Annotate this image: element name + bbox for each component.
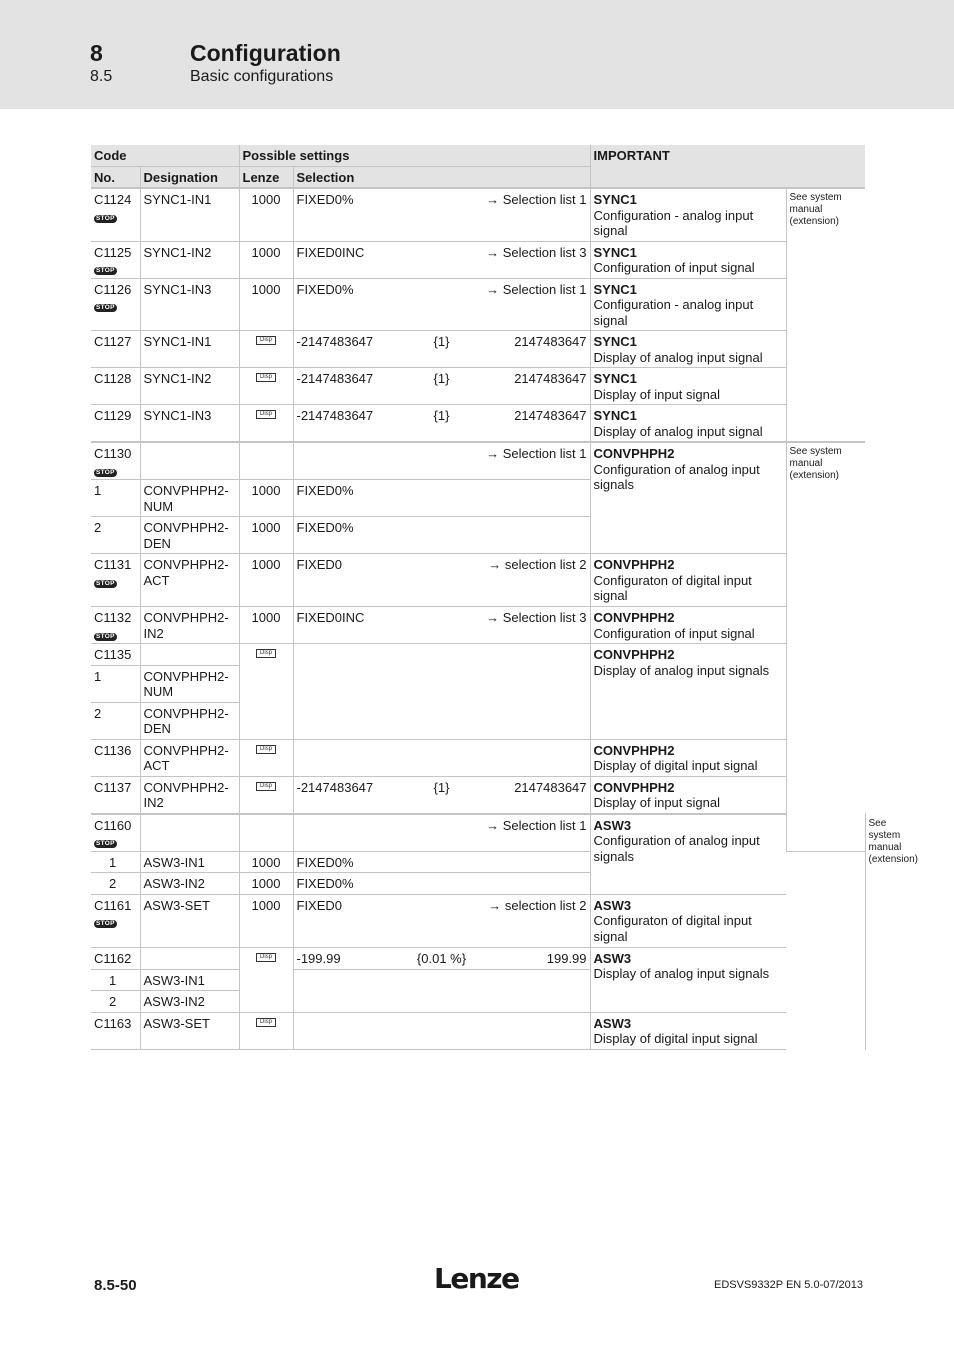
section-title: Basic configurations	[190, 68, 334, 85]
table-row	[91, 368, 865, 405]
code-cell: C1131	[94, 557, 132, 572]
designation-cell: ASW3-IN2	[140, 991, 239, 1013]
range-max: 2147483647	[514, 408, 587, 423]
code-cell: C1132	[94, 610, 132, 625]
lenze-cell: 1000	[239, 517, 293, 554]
table-row	[91, 241, 865, 278]
designation-cell: ASW3-IN1	[140, 851, 239, 873]
subcode-number: 1	[91, 480, 140, 517]
designation-cell: CONVPHPH2-ACT	[140, 739, 239, 776]
selection-list-link[interactable]: → Selection list 3	[486, 244, 587, 260]
selection-value: FIXED0%	[293, 873, 590, 895]
designation-cell: SYNC1-IN3	[140, 278, 239, 331]
selection-value: FIXED0%	[293, 480, 590, 517]
subcode-number: 1	[91, 851, 140, 873]
important-title: SYNC1	[593, 244, 637, 260]
subcode-number: 1	[91, 969, 140, 991]
table-row	[91, 1012, 865, 1049]
table-row	[91, 607, 865, 644]
code-cell: C1162	[91, 947, 140, 969]
section-number: 8.5	[90, 68, 113, 85]
important-title: ASW3	[593, 817, 632, 833]
selection-list-link[interactable]: → Selection list 1	[486, 817, 587, 833]
range-step: {1}	[433, 408, 450, 423]
table-row	[91, 776, 865, 814]
important-desc: Display of analog input signal	[593, 349, 763, 365]
important-desc: Display of analog input signals	[593, 966, 770, 981]
see-system-manual-note: See system manual (extension)	[786, 442, 865, 851]
important-title: SYNC1	[593, 408, 637, 423]
range-min: -2147483647	[296, 408, 374, 423]
disp-icon: Disp	[256, 745, 276, 754]
col-header-selection: Selection	[293, 166, 590, 188]
col-header-lenze: Lenze	[239, 166, 293, 188]
range-max: 199.99	[546, 950, 587, 966]
designation-cell: ASW3-IN1	[140, 969, 239, 991]
important-title: SYNC1	[593, 192, 637, 207]
col-header-no: No.	[91, 166, 140, 188]
selection-list-link[interactable]: → Selection list 1	[486, 281, 587, 297]
designation-cell: CONVPHPH2-DEN	[140, 517, 239, 554]
subcode-number: 1	[91, 665, 140, 702]
selection-value: FIXED0INC	[296, 244, 365, 260]
designation-cell: CONVPHPH2-IN2	[140, 607, 239, 644]
important-title: CONVPHPH2	[593, 647, 675, 662]
designation-cell: CONVPHPH2-ACT	[140, 554, 239, 607]
important-desc: Configuration - analog input signal	[593, 207, 754, 238]
range-min: -2147483647	[296, 779, 374, 795]
lenze-cell: 1000	[239, 607, 293, 644]
selection-list-link[interactable]: → Selection list 1	[486, 192, 587, 207]
important-desc: Display of digital input signal	[593, 758, 758, 773]
selection-list-link[interactable]: → selection list 2	[488, 897, 587, 913]
lenze-cell: 1000	[239, 480, 293, 517]
selection-value: FIXED0	[296, 897, 343, 913]
subcode-number: 2	[91, 991, 140, 1013]
code-cell: C1124	[94, 192, 132, 207]
page-header	[0, 0, 954, 109]
lenze-cell: 1000	[239, 873, 293, 895]
subcode-number: 2	[91, 702, 140, 739]
code-cell: C1161	[94, 897, 132, 913]
chapter-number: 8	[90, 40, 103, 66]
important-title: CONVPHPH2	[593, 779, 675, 795]
selection-list-link[interactable]: → Selection list 3	[486, 610, 587, 625]
lenze-cell: 1000	[239, 894, 293, 947]
disp-icon: Disp	[256, 782, 276, 791]
range-max: 2147483647	[514, 334, 587, 349]
important-title: ASW3	[593, 897, 632, 913]
code-cell: C1128	[91, 368, 140, 405]
selection-value: FIXED0%	[293, 517, 590, 554]
designation-cell: SYNC1-IN2	[140, 241, 239, 278]
disp-icon: Disp	[256, 373, 276, 382]
stop-icon: STOP	[96, 840, 115, 847]
designation-cell: ASW3-SET	[140, 1012, 239, 1049]
important-desc: Configuraton of digital input signal	[593, 572, 752, 603]
important-title: CONVPHPH2	[593, 557, 675, 572]
range-min: -199.99	[296, 950, 341, 966]
important-desc: Configuration of analog input signals	[593, 461, 760, 492]
table-row	[91, 405, 865, 443]
code-cell: C1126	[94, 281, 132, 297]
selection-list-link[interactable]: → Selection list 1	[486, 446, 587, 461]
disp-icon: Disp	[256, 953, 276, 962]
code-cell: C1163	[91, 1012, 140, 1049]
table-row	[91, 739, 865, 776]
designation-cell: CONVPHPH2-NUM	[140, 665, 239, 702]
designation-cell: SYNC1-IN1	[140, 331, 239, 368]
important-title: ASW3	[593, 950, 632, 966]
designation-cell: CONVPHPH2-IN2	[140, 776, 239, 814]
disp-icon: Disp	[256, 410, 276, 419]
subcode-number: 2	[91, 517, 140, 554]
col-header-designation: Designation	[140, 166, 239, 188]
range-min: -2147483647	[296, 334, 374, 349]
designation-cell: CONVPHPH2-NUM	[140, 480, 239, 517]
see-system-manual-note: See system manual (extension)	[786, 188, 865, 442]
selection-value: FIXED0%	[296, 281, 354, 297]
code-cell: C1130	[94, 446, 132, 461]
table-row	[91, 278, 865, 331]
stop-icon: STOP	[96, 632, 115, 640]
lenze-logo: Lenze	[434, 1262, 519, 1295]
code-table	[91, 145, 918, 1050]
selection-value: FIXED0	[296, 557, 343, 572]
table-row	[91, 554, 865, 607]
table-row	[91, 331, 865, 368]
disp-icon: Disp	[256, 649, 276, 658]
range-min: -2147483647	[296, 371, 374, 386]
range-max: 2147483647	[514, 779, 587, 795]
important-desc: Display of input signal	[593, 795, 720, 810]
col-header-code: Code	[91, 145, 239, 166]
table-row	[91, 188, 865, 241]
table-row	[91, 894, 865, 947]
col-header-possible-settings: Possible settings	[239, 145, 590, 166]
important-title: SYNC1	[593, 281, 637, 297]
important-title: CONVPHPH2	[593, 446, 675, 461]
lenze-cell: 1000	[239, 278, 293, 331]
document-id: EDSVS9332P EN 5.0-07/2013	[713, 1279, 863, 1291]
designation-cell: CONVPHPH2-DEN	[140, 702, 239, 739]
important-title: SYNC1	[593, 334, 637, 349]
important-title: CONVPHPH2	[593, 742, 675, 758]
table-row: C1160 STOP → Selection list 1 ASW3 Configuration of analog input signals See system manual (extension)	[91, 814, 865, 852]
important-desc: Display of analog input signals	[593, 662, 770, 678]
code-cell: C1137	[91, 776, 140, 814]
lenze-cell: 1000	[239, 241, 293, 278]
lenze-cell: 1000	[239, 188, 293, 241]
table-row	[91, 947, 865, 969]
code-cell: C1129	[91, 405, 140, 443]
col-header-important: IMPORTANT	[590, 145, 865, 188]
important-title: ASW3	[593, 1015, 632, 1031]
code-cell: C1136	[91, 739, 140, 776]
range-max: 2147483647	[514, 371, 587, 386]
designation-cell: SYNC1-IN2	[140, 368, 239, 405]
selection-value: FIXED0INC	[296, 610, 365, 625]
important-desc: Configuraton of digital input signal	[593, 913, 752, 944]
code-cell: C1160	[94, 817, 132, 833]
stop-icon: STOP	[96, 214, 115, 222]
important-desc: Display of input signal	[593, 386, 720, 402]
chapter-title: Configuration	[190, 40, 341, 66]
important-desc: Display of analog input signal	[593, 423, 763, 439]
selection-value: FIXED0%	[296, 192, 354, 207]
important-desc: Display of digital input signal	[593, 1031, 758, 1046]
important-desc: Configuration of input signal	[593, 625, 755, 641]
lenze-cell: 1000	[239, 554, 293, 607]
disp-icon: Disp	[256, 1018, 276, 1027]
range-step: {1}	[433, 371, 450, 386]
important-title: SYNC1	[593, 371, 637, 386]
designation-cell: SYNC1-IN3	[140, 405, 239, 443]
code-cell: C1127	[91, 331, 140, 368]
designation-cell: ASW3-IN2	[140, 873, 239, 895]
important-title: CONVPHPH2	[593, 610, 675, 625]
stop-icon: STOP	[96, 267, 115, 274]
code-cell: C1125	[94, 244, 132, 260]
important-desc: Configuration - analog input signal	[593, 297, 754, 328]
designation-cell: SYNC1-IN1	[140, 188, 239, 241]
stop-icon: STOP	[96, 579, 115, 587]
range-step: {0.01 %}	[416, 950, 467, 966]
designation-cell: ASW3-SET	[140, 894, 239, 947]
range-step: {1}	[433, 779, 450, 795]
subcode-number: 2	[91, 873, 140, 895]
code-cell: C1135	[91, 644, 140, 666]
stop-icon: STOP	[96, 468, 115, 476]
selection-value: FIXED0%	[293, 851, 590, 873]
stop-icon: STOP	[96, 920, 115, 927]
important-desc: Configuration of input signal	[593, 260, 755, 275]
page-number: 8.5-50	[94, 1277, 137, 1294]
selection-list-link[interactable]: → selection list 2	[488, 557, 587, 572]
table-row	[91, 644, 865, 666]
disp-icon: Disp	[256, 336, 276, 345]
important-desc: Configuration of analog input signals	[593, 833, 760, 864]
table-row	[91, 442, 865, 480]
stop-icon: STOP	[96, 304, 115, 311]
lenze-cell: 1000	[239, 851, 293, 873]
range-step: {1}	[433, 334, 450, 349]
